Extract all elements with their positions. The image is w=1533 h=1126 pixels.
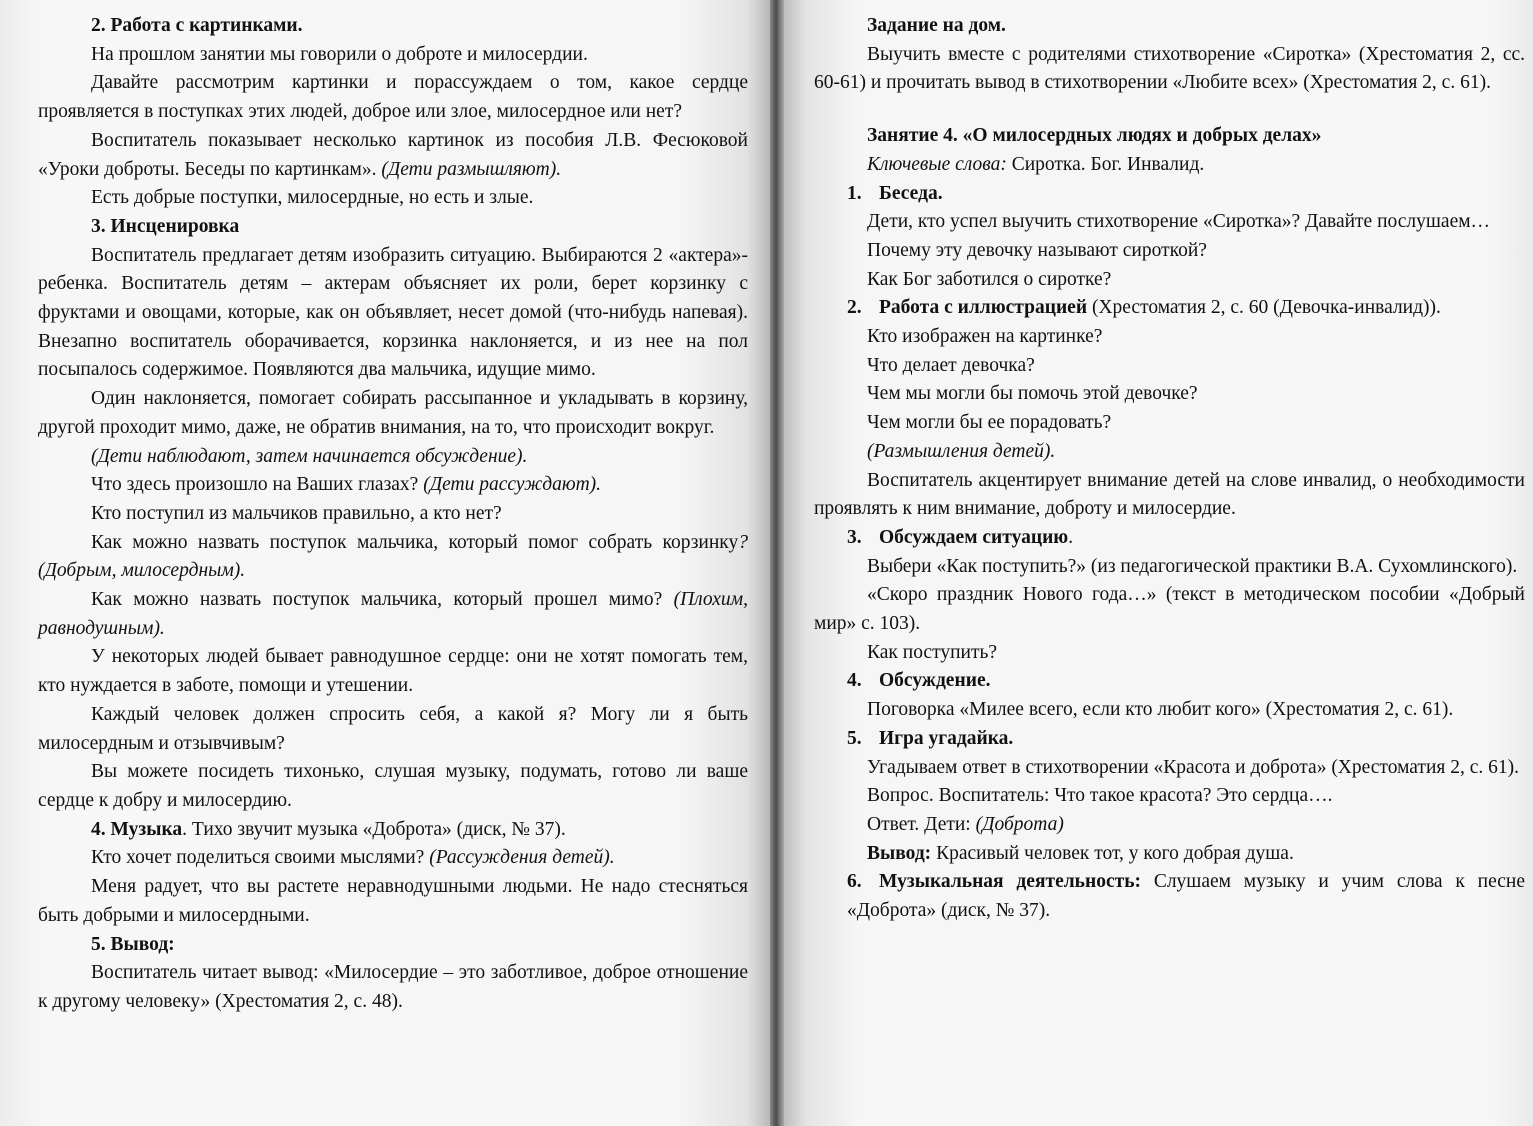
spacer [814, 98, 1525, 122]
paragraph: Почему эту девочку называют сироткой? [867, 239, 1207, 261]
item-3-heading: 3. Обсуждаем ситуацию. [847, 526, 1074, 548]
paragraph: Что делает девочка? [867, 354, 1035, 376]
section-3-heading: 3. Инсценировка [91, 215, 240, 237]
paragraph: Давайте рассмотрим картинки и порассуждаем о том, какое сердце проявляется в поступках этих людей, доброе или злое, милосердное или нет? [38, 72, 748, 123]
item-5-heading: 5. Игра угадайка. [847, 727, 1014, 749]
right-page-text [814, 12, 1525, 926]
paragraph: Вы можете посидеть тихонько, слушая музыку, подумать, готово ли ваше сердце к добру и милосердию. [38, 761, 748, 811]
item-1-heading: 1. Беседа. [847, 182, 943, 204]
paragraph: «Скоро праздник Нового года…» (текст в методическом пособии «Добрый мир» с. 103). [814, 584, 1525, 635]
item-6-heading: 6. Музыкальная деятельность: Слушаем музыку и учим слова к песне «Доброта» (диск, № 37). [847, 871, 1525, 922]
section-5-heading: 5. Вывод: [91, 933, 175, 955]
paragraph: Дети, кто успел выучить стихотворение «Сиротка»? Давайте послушаем… [867, 211, 1491, 233]
item-4-heading: 4. Обсуждение. [847, 670, 991, 692]
paragraph: Один наклоняется, помогает собирать рассыпанное и укладывать в корзину, другой проходит мимо, даже, не обратив внимания, на то, что происходит вокруг. [38, 388, 748, 438]
paragraph: Как поступить? [867, 641, 998, 663]
paragraph: Угадываем ответ в стихотворении «Красота и доброта» (Хрестоматия 2, с. 61). [867, 756, 1520, 778]
section-2-heading: 2. Работа с картинками. [91, 15, 303, 36]
paragraph: Ответ. Дети: (Доброта) [867, 813, 1064, 835]
lesson-title: Занятие 4. «О милосердных людях и добрых делах» [867, 125, 1322, 147]
item-2-heading: 2. Работа с иллюстрацией (Хрестоматия 2, с. 60 (Девочка-инвалид)). [847, 297, 1441, 319]
paragraph: Вывод: Красивый человек тот, у кого добрая душа. [867, 842, 1294, 864]
paragraph: Каждый человек должен спросить себя, а какой я? Могу ли я быть милосердным и отзывчивым? [38, 703, 748, 754]
paragraph: Чем мы могли бы помочь этой девочке? [867, 383, 1198, 405]
paragraph: Кто изображен на картинке? [867, 326, 1103, 348]
paragraph: Воспитатель акцентирует внимание детей на слове инвалид, о необходимости проявлять к ним внимание, доброту и милосердие. [814, 469, 1525, 520]
paragraph: Есть добрые поступки, милосердные, но есть и злые. [91, 187, 534, 209]
paragraph: Как можно назвать поступок мальчика, который помог собрать корзинку? (Добрым, милосердным). [38, 531, 748, 582]
paragraph: Вопрос. Воспитатель: Что такое красота? Это сердца…. [867, 785, 1333, 807]
paragraph: (Размышления детей). [867, 440, 1056, 462]
paragraph: (Дети наблюдают, затем начинается обсуждение). [91, 445, 528, 467]
paragraph: Кто поступил из мальчиков правильно, а кто нет? [91, 502, 502, 524]
paragraph: Воспитатель читает вывод: «Милосердие – это заботливое, доброе отношение к другому человеку» (Хрестоматия 2, с. 48). [38, 962, 748, 1012]
paragraph: Выучить вместе с родителями стихотворение «Сиротка» (Хрестоматия 2, сс. 60-61) и прочитать вывод в стихотворении «Любите всех» (Хрестоматия 2, с. 61). [814, 43, 1525, 94]
book-gutter [770, 0, 784, 1126]
paragraph: Меня радует, что вы растете неравнодушными людьми. Не надо стесняться быть добрыми и милосердными. [38, 876, 748, 926]
paragraph: Чем могли бы ее порадовать? [867, 412, 1112, 434]
paragraph: Как можно назвать поступок мальчика, который прошел мимо? (Плохим, равнодушным). [38, 589, 748, 639]
paragraph: Воспитатель показывает несколько картинок из пособия Л.В. Фесюковой «Уроки доброты. Беседы по картинкам». (Дети размышляют). [38, 129, 748, 180]
paragraph: Воспитатель предлагает детям изобразить ситуацию. Выбираются 2 «актера»-ребенка. Воспитатель детям – актерам объясняет их роли, берет корзинку с фруктами и овощами, которые, как он объявляет, несет домой (что-нибудь напевая). Внезапно воспитатель оборачивается, корзинка наклоняется, и из нее на пол посыпалось содержимое. Появляются два мальчика, идущие мимо. [38, 244, 748, 381]
paragraph: Кто хочет поделиться своими мыслями? (Рассуждения детей). [91, 847, 615, 869]
paragraph: Выбери «Как поступить?» (из педагогической практики В.А. Сухомлинского). [867, 555, 1518, 577]
paragraph: Что здесь произошло на Ваших глазах? (Дети рассуждают). [91, 474, 602, 496]
paragraph: У некоторых людей бывает равнодушное сердце: они не хотят помогать тем, кто нуждается в заботе, помощи и утешении. [38, 646, 748, 697]
right-page [784, 0, 1533, 1126]
section-4-heading: 4. Музыка. Тихо звучит музыка «Доброта» (диск, № 37). [91, 818, 566, 840]
left-page-text [38, 12, 748, 1017]
paragraph: Поговорка «Милее всего, если кто любит кого» (Хрестоматия 2, с. 61). [867, 699, 1454, 721]
paragraph: Как Бог заботился о сиротке? [867, 268, 1112, 290]
homework-heading: Задание на дом. [867, 15, 1006, 36]
keywords: Ключевые слова: Сиротка. Бог. Инвалид. [867, 153, 1205, 175]
paragraph: На прошлом занятии мы говорили о доброте и милосердии. [91, 43, 588, 65]
